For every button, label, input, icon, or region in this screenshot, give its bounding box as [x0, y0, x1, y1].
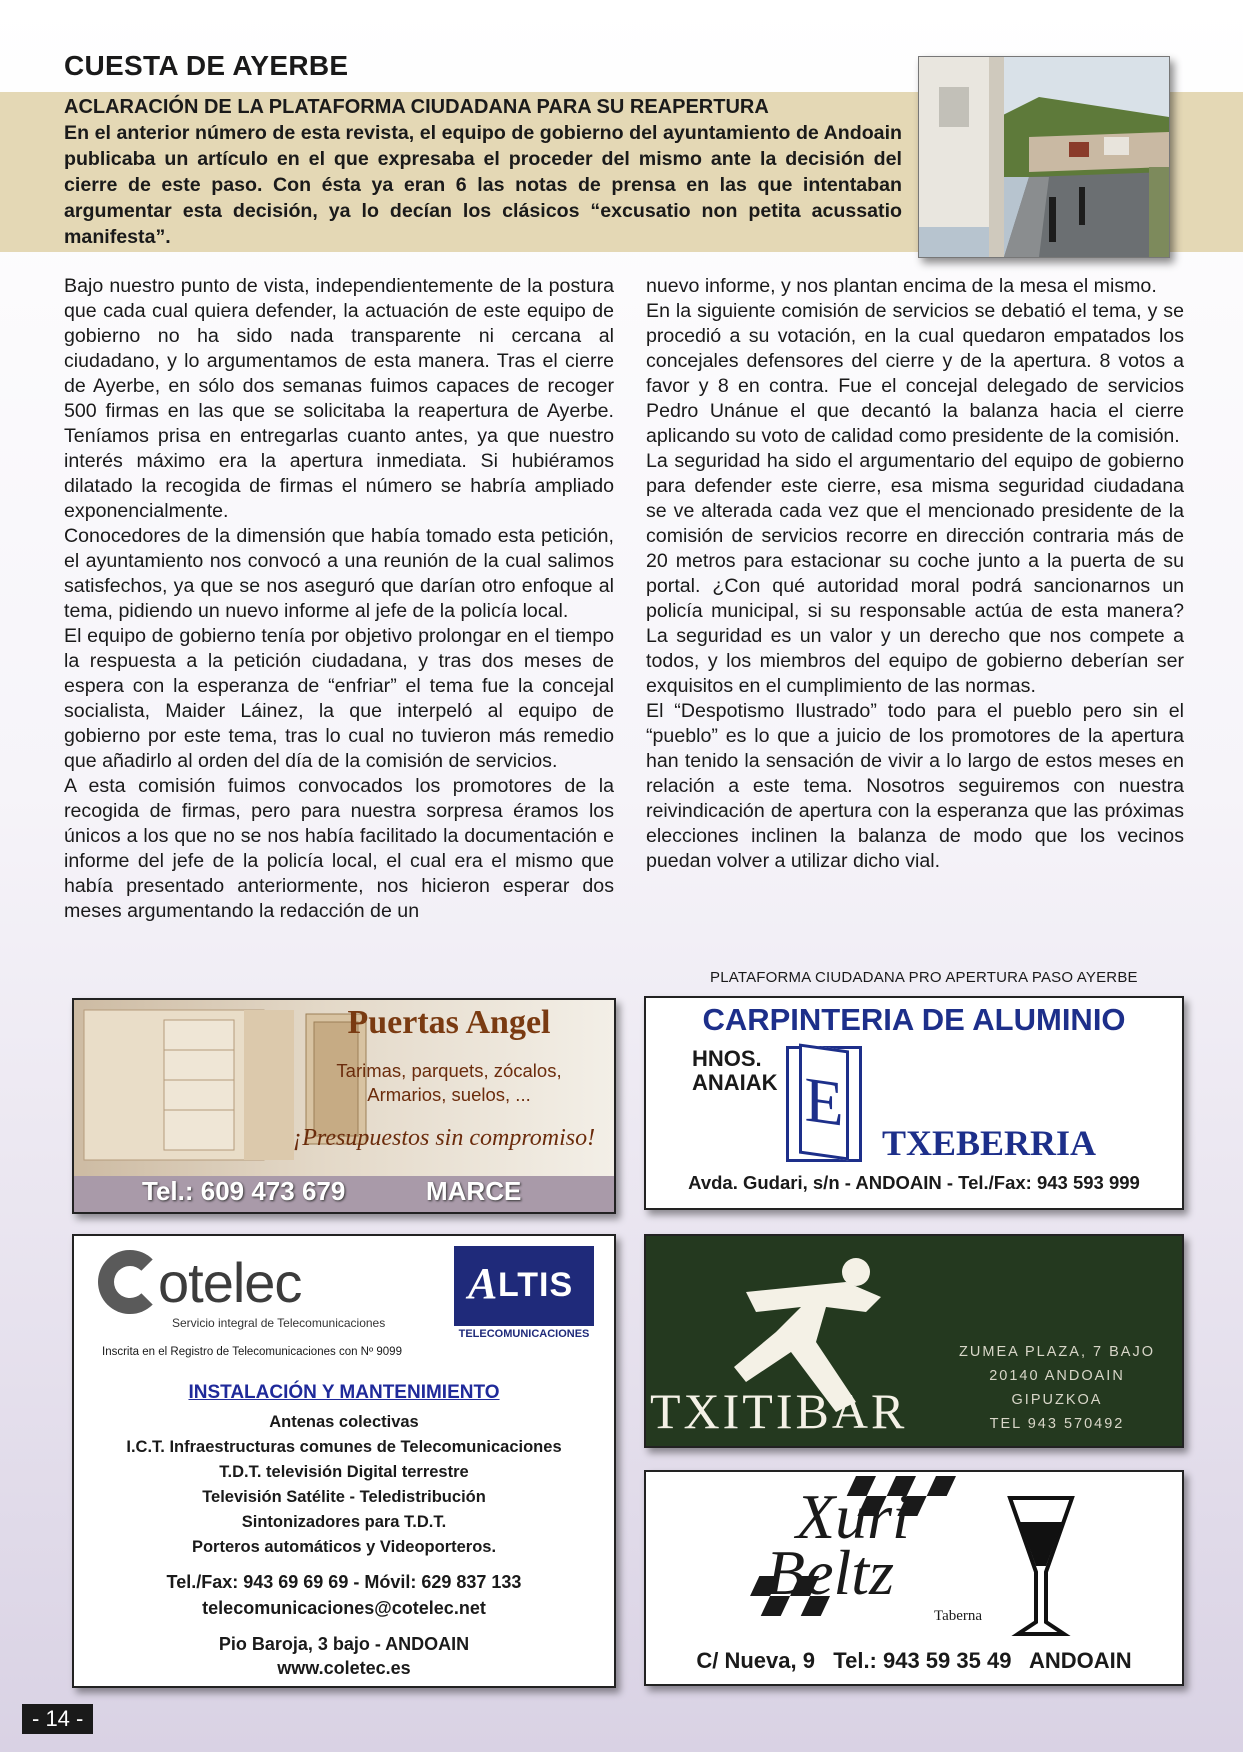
- txitibar-address: [942, 1340, 1172, 1436]
- article-lead: En el anterior número de esta revista, el equipo de gobierno del ayuntamiento de Andoain publicaba un artículo en el que expresaba el proceder del mismo ante la decisión del cierre de este paso. Con ésta ya eran 6 las notas de prensa en las que intentaban argumentar esta decisión, ya lo decían los clásicos “excusatio non petita acussatio manifesta”.: [64, 122, 902, 248]
- puertas-phone: Tel.: 609 473 679: [142, 1176, 346, 1206]
- ad-puertas-angel: [72, 998, 616, 1214]
- puertas-contact: MARCE: [426, 1176, 522, 1206]
- cotelec-logo-c-icon: [98, 1250, 162, 1314]
- cotelec-address: Pio Baroja, 3 bajo - ANDOAIN: [218, 1634, 470, 1654]
- article-subtitle: ACLARACIÓN DE LA PLATAFORMA CIUDADANA PARA SU REAPERTURA: [64, 96, 769, 118]
- carpinteria-anaiak: ANAIAK: [692, 1070, 778, 1095]
- xuri-name-1: Xuri: [796, 1481, 910, 1552]
- col1-paragraph-4: A esta comisión fuimos convocados los promotores de la recogida de firmas, pero para nuestra sorpresa éramos los únicos a los que no se nos había facilitado la documentación e informe del jefe de la policía local, el cual era el mismo que había presentado anteriormente, nos hicieron esperar dos meses argumentando la redacción de un: [64, 775, 614, 922]
- carpinteria-address: Avda. Gudari, s/n - ANDOAIN - Tel./Fax: 943 593 999: [688, 1172, 1140, 1193]
- cotelec-web: www.coletec.es: [277, 1658, 411, 1678]
- cotelec-services: [74, 1410, 614, 1560]
- cotelec-registry: Inscrita en el Registro de Telecomunicaciones con Nº 9099: [102, 1346, 402, 1358]
- cotelec-tagline: Servicio integral de Telecomunicaciones: [172, 1316, 386, 1330]
- column-left: [64, 274, 614, 924]
- puertas-line2: Armarios, suelos, ...: [367, 1084, 531, 1105]
- puertas-name: Puertas Angel: [347, 1004, 551, 1041]
- door-logo-letter: E: [799, 1043, 849, 1160]
- altis-logo-text: LTIS: [498, 1266, 574, 1304]
- altis-subtitle: TELECOMUNICACIONES: [458, 1328, 590, 1340]
- article-title: CUESTA DE AYERBE: [64, 50, 349, 81]
- col2-paragraph-3: La seguridad ha sido el argumentario del equipo de gobierno para defender este cierre, esa misma seguridad ciudadana se ve alterada cada vez que el mencionado presidente de la comisión de servicios recorre en dirección contraria más de 20 metros para estacionar su coche junto a la puerta de su portal. ¿Con qué autoridad moral podrá sancionarnos un policía municipal, si su responsable actúa de esta manera? La seguridad es un valor y un derecho que nos compete a todos, y los miembros del equipo de gobierno deberían ser exquisitos en el cumplimiento de las normas.: [646, 450, 1184, 697]
- cotelec-email: telecomunicaciones@cotelec.net: [202, 1598, 486, 1618]
- cotelec-service-6: Porteros automáticos y Videoporteros.: [191, 1538, 497, 1556]
- col2-paragraph-2: En la siguiente comisión de servicios se debatió el tema, y se procedió a su votación, en la cual quedaron empatados los concejales defensores del cierre y de la apertura. 8 votos a favor y 8 en contra. Fue el concejal delegado de servicios Pedro Unánue el que decantó la balanza hacia el cierre aplicando su voto de calidad como presidente de la comisión.: [646, 300, 1184, 447]
- article-signature: PLATAFORMA CIUDADANA PRO APERTURA PASO AYERBE: [710, 969, 1138, 986]
- street-photo: [918, 56, 1170, 258]
- cocktail-glass-icon: [1006, 1492, 1076, 1642]
- page-number: - 14 -: [22, 1704, 93, 1734]
- door-logo-icon: [786, 1046, 862, 1162]
- txitibar-address-3: GIPUZKOA: [1011, 1392, 1103, 1408]
- ad-cotelec: [72, 1234, 616, 1688]
- txitibar-address-2: 20140 ANDOAIN: [989, 1368, 1125, 1384]
- cotelec-phones: Tel./Fax: 943 69 69 69 - Móvil: 629 837 133: [166, 1572, 522, 1592]
- street-photo-image: [919, 57, 1169, 257]
- cotelec-service-4: Televisión Satélite - Teledistribución: [202, 1488, 486, 1506]
- cotelec-service-1: Antenas colectivas: [269, 1413, 419, 1431]
- cotelec-service-3: T.D.T. televisión Digital terrestre: [219, 1463, 469, 1481]
- col2-paragraph-4: El “Despotismo Ilustrado” todo para el pueblo pero sin el “pueblo” es lo que a juicio de los promotores de la apertura han tenido la sensación de vivir a lo largo de estos meses en relación a este tema. Nosotros seguiremos con nuestra reivindicación de apertura con la esperanza que las próximas elecciones inclinen la balanza de modo que los vecinos puedan volver a utilizar dicho vial.: [646, 700, 1184, 872]
- puertas-line1: Tarimas, parquets, zócalos,: [336, 1060, 562, 1081]
- col1-paragraph-1: Bajo nuestro punto de vista, independientemente de la postura que cada cual quiera defender, la actuación de este equipo de gobierno no ha sido nada transparente ni cercana al ciudadano, y lo argumentamos de esta manera. Tras el cierre de Ayerbe, en sólo dos semanas fuimos capaces de recoger 500 firmas en las que se solicitaba la reapertura de Ayerbe. Teníamos prisa en entregarlas cuanto antes, ya que nuestro interés máximo era la apertura inmediata. Si hubiéramos dilatado la recogida de firmas el número se habría ampliado exponencialmente.: [64, 275, 614, 522]
- altis-logo: [454, 1246, 594, 1326]
- txitibar-address-1: ZUMEA PLAZA, 7 BAJO: [959, 1344, 1155, 1360]
- ad-txitibar: [644, 1234, 1184, 1448]
- cotelec-service-2: I.C.T. Infraestructuras comunes de Telecomunicaciones: [126, 1438, 562, 1456]
- xuri-kind: Taberna: [934, 1608, 983, 1624]
- puertas-slogan: ¡Presupuestos sin compromiso!: [292, 1125, 596, 1151]
- col1-paragraph-2: Conocedores de la dimensión que había tomado esta petición, el ayuntamiento nos convocó a una reunión de la cual salimos satisfechos, ya que se nos aseguró que darían otro enfoque al tema, pidiendo un nuevo informe al jefe de la policía local.: [64, 525, 614, 622]
- carpinteria-brand: TXEBERRIA: [882, 1123, 1097, 1163]
- cotelec-service-5: Sintonizadores para T.D.T.: [241, 1513, 447, 1531]
- col2-paragraph-1: nuevo informe, y nos plantan encima de la mesa el mismo.: [646, 275, 1157, 297]
- xuri-name-2: Beltz: [766, 1537, 894, 1608]
- altis-logo-letter: A: [468, 1259, 498, 1308]
- txitibar-name: TXITIBAR: [650, 1383, 908, 1439]
- carpinteria-heading: CARPINTERIA DE ALUMINIO: [702, 1002, 1126, 1037]
- column-right: [646, 274, 1184, 874]
- col1-paragraph-3: El equipo de gobierno tenía por objetivo prolongar en el tiempo la respuesta a la petición ciudadana, y tras dos meses de espera con la esperanza de “enfriar” el tema fue la concejal socialista, Maider Láinez, la que interpeló al equipo de gobierno por este tema, tras lo cual no tuvieron más remedio que añadirlo al orden del día de la comisión de servicios.: [64, 625, 614, 772]
- carpinteria-hnos: HNOS.: [692, 1046, 762, 1071]
- ad-carpinteria-txeberria: [644, 996, 1184, 1210]
- cotelec-heading: INSTALACIÓN Y MANTENIMIENTO: [188, 1382, 500, 1403]
- xuri-address: C/ Nueva, 9 Tel.: 943 59 35 49 ANDOAIN: [696, 1648, 1132, 1673]
- ad-xuri-beltz: [644, 1470, 1184, 1686]
- txitibar-phone: TEL 943 570492: [989, 1416, 1125, 1432]
- cotelec-logo-text: otelec: [158, 1251, 302, 1314]
